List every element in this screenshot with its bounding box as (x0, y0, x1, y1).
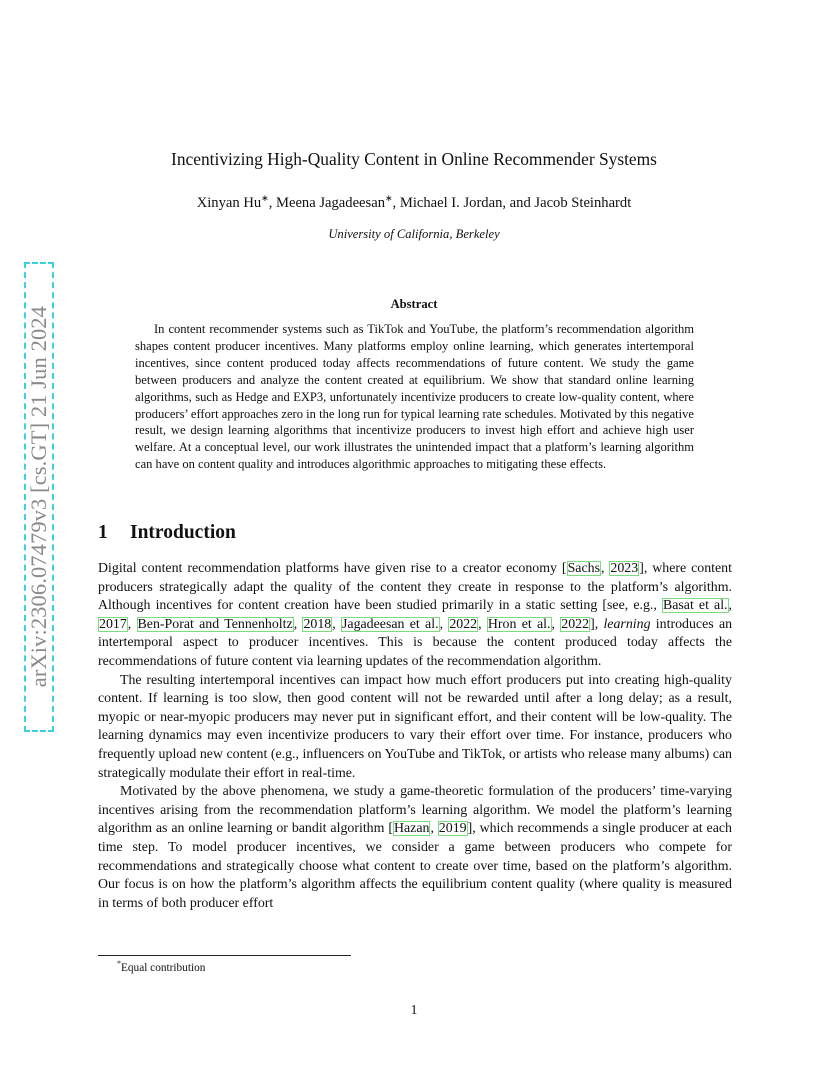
paragraph (98, 783, 732, 913)
footnote-text: Equal contribution (121, 961, 206, 974)
abstract-text: In content recommender systems such as TikTok and YouTube, the platform’s recommendation algorithm shapes content producer incentives. Many platforms employ online learning, which generates intertemporal incentives, since content produced today affects recommendations of future content. We study the game between producers and analyze the content created at equilibrium. We show that standard online learning algorithms, such as Hedge and EXP3, unfortunately incentivize producers to create low-quality content, where producers’ effort approaches zero in the long run for typical learning rate schedules. Motivated by this negative result, we design learning algorithms that incentivize producers to invest high effort and achieve high user welfare. At a conceptual level, our work illustrates the unintended impact that a platform’s learning algorithm can have on content quality and introduces algorithmic approaches to mitigating these effects. (135, 322, 694, 472)
text-run: , (551, 616, 561, 632)
author-name: Meena Jagadeesan (276, 194, 385, 211)
author-name: Xinyan Hu (196, 194, 262, 211)
citation-link[interactable]: Sachs (567, 561, 600, 576)
text-run: , (478, 616, 487, 632)
citation-link[interactable]: Basat et al. (662, 598, 728, 614)
text-run: introduces an intertemporal aspect to producer incentives. This is because the content produced today affects the recommendations of future content via learning updates of the recommendation algorithm. (98, 616, 733, 669)
paragraph (98, 560, 732, 672)
text-run: , (332, 616, 341, 632)
emphasized-text: learning (603, 616, 651, 632)
text-run: ], which recommends a single producer at each time step. To model producer incentives, we consider a game between producers who compete for recommendations and strategically choose what content to create over time, based on the platform’s algorithm. Our focus is on how the platform’s algorithm affects the equilibrium content quality (where quality is measured in terms of both producer effort (98, 821, 732, 911)
section-title: Introduction (130, 522, 236, 543)
citation-link[interactable]: Hron et al. (487, 616, 551, 632)
author-name: Jacob Steinhardt (534, 194, 632, 211)
citation-link[interactable]: Hazan (393, 821, 430, 837)
text-run: , (127, 616, 137, 632)
text-run: ], (590, 616, 604, 632)
citation-link[interactable]: Ben-Porat and Tennenholtz (137, 616, 293, 632)
author-list: Xinyan Hu∗, Meena Jagadeesan∗, Michael I. Jordan, and Jacob Steinhardt (196, 193, 632, 211)
section-heading (98, 522, 236, 544)
author-equal-contribution-mark: ∗ (261, 193, 269, 203)
author-equal-contribution-mark: ∗ (385, 193, 393, 203)
paper-title: Incentivizing High-Quality Content in Online Recommender Systems (171, 149, 657, 169)
affiliation: University of California, Berkeley (328, 227, 500, 241)
text-run: , (293, 616, 303, 632)
footnote-divider (98, 955, 351, 956)
text-run: , (439, 616, 449, 632)
arxiv-identifier-text: arXiv:2306.07479v3 [cs.GT] 21 Jun 2024 (26, 306, 51, 688)
citation-link[interactable]: 2018 (303, 616, 332, 632)
text-run: ], where content producers strategically adapt the quality of the content they create in response to the platform’s algorithm. Although incentives for content creation have been studied primarily in a static setting [see, e.g., (98, 561, 732, 614)
text-run: Digital content recommendation platforms have given rise to a creator economy [ (98, 561, 567, 576)
citation-link[interactable]: 2022 (561, 616, 590, 632)
citation-link[interactable]: 2022 (449, 616, 478, 632)
citation-link[interactable]: 2023 (610, 561, 639, 576)
page-number: 1 (410, 1002, 418, 1017)
citation-link[interactable]: 2019 (438, 821, 467, 837)
section-number: 1 (98, 522, 108, 543)
author-name: Michael I. Jordan (399, 194, 503, 211)
text-run: , (728, 598, 733, 614)
paragraph: The resulting intertemporal incentives can impact how much effort producers put into creating high-quality content. If learning is too slow, then good content will not be rewarded until after a long delay; as a result, myopic or near-myopic producers may never put in significant effort, and their content will be low-quality. The learning dynamics may even incentivize producers to vary their effort over time. For instance, producers who frequently upload new content (e.g., influencers on YouTube and TikTok, or artists who release many albums) can strategically modulate their effort in real-time. (98, 672, 732, 781)
footnote (117, 959, 205, 974)
text-run: , (430, 821, 438, 837)
abstract-heading: Abstract (390, 297, 438, 311)
citation-link[interactable]: 2017 (99, 616, 127, 632)
introduction-body (98, 560, 732, 913)
text-run: , (600, 561, 610, 576)
arxiv-identifier-stamp[interactable] (24, 262, 54, 732)
citation-link[interactable]: Jagadeesan et al. (342, 616, 439, 632)
text-run: Motivated by the above phenomena, we study a game-theoretic formulation of the producers’ time-varying incentives arising from the recommendation platform’s learning algorithm. We model the platform’s learning algorithm as an online learning or bandit algorithm [ (98, 784, 732, 837)
footnote-mark: * (117, 959, 121, 968)
